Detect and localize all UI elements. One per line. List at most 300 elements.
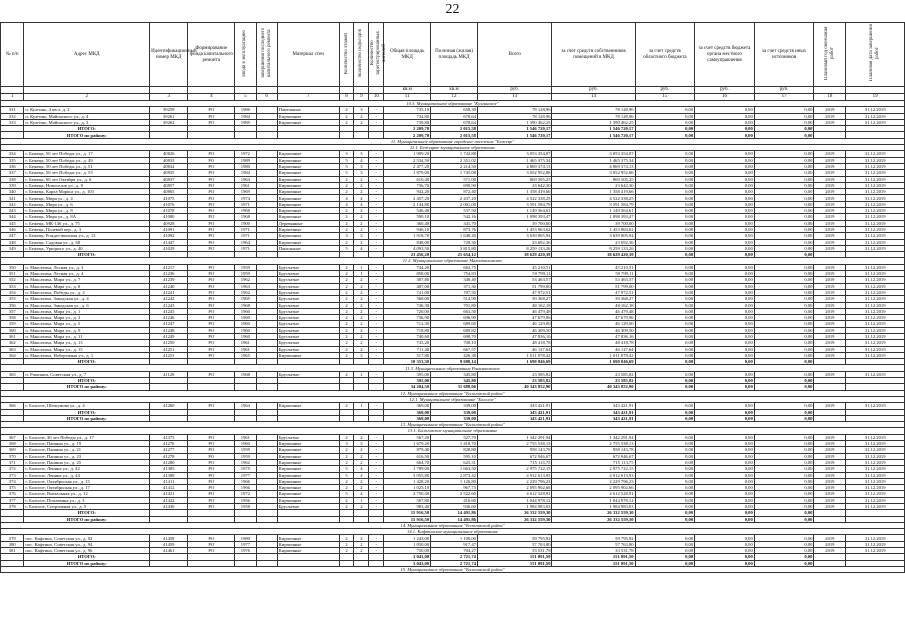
row-cost-total: 8 259 133,26 — [477, 245, 552, 251]
row-cost-local: 0,00 — [695, 327, 755, 333]
row-entrances: 2 — [354, 277, 369, 283]
row-entrances: 2 — [354, 308, 369, 314]
row-year: 1985 — [235, 119, 256, 125]
page-number: 22 — [445, 2, 460, 17]
row-year: 1965 — [235, 352, 256, 358]
row-plan-year: 2019 — [814, 548, 846, 554]
row-cost-other: 0,00 — [754, 403, 814, 409]
row-cost-other: 0,00 — [754, 163, 814, 169]
row-plan-date: 31.12.2019 — [846, 201, 905, 207]
total-area: 2 209,70 — [384, 126, 431, 132]
row-cost-total: 2 229 796,23 — [477, 478, 552, 484]
row-cost-regional: 0,00 — [635, 208, 695, 214]
row-cost-local: 0,00 — [695, 308, 755, 314]
row-living-area: 2 522,60 — [431, 491, 478, 497]
row-entrances: 4 — [354, 472, 369, 478]
row-cost-other: 0,00 — [754, 214, 814, 220]
total-living-area: 14 491,86 — [431, 510, 478, 516]
row-floors: 2 — [339, 485, 354, 491]
row-plan-date: 31.12.2019 — [846, 277, 905, 283]
row-cost-other: 0,00 — [754, 107, 814, 113]
row-id: 41241 — [150, 289, 188, 295]
row-fund: РО — [188, 497, 235, 503]
total-living-area: 339,00 — [431, 415, 478, 421]
row-cost-owners: 33 531,78 — [552, 548, 635, 554]
row-cost-owners: 869 505,25 — [552, 176, 635, 182]
row-floors: 2 — [339, 453, 354, 459]
total-living-area: 2 721,74 — [431, 554, 478, 560]
row-cost-owners: 1 011 078,42 — [552, 352, 635, 358]
row-material: Брусчатые — [277, 302, 339, 308]
row-number: 343 — [1, 208, 24, 214]
row-fund: РО — [188, 195, 235, 201]
row-living-area: 2 437,20 — [431, 195, 478, 201]
row-area: 1 879,00 — [384, 170, 431, 176]
row-plan-date: 31.12.2019 — [846, 485, 905, 491]
unit-cell — [277, 87, 339, 94]
unit-cell: руб. — [552, 87, 635, 94]
row-id: 41412 — [150, 485, 188, 491]
row-floors: 5 — [339, 472, 354, 478]
row-address: п. Максатиха, Победы ул., д. 2 — [24, 289, 150, 295]
row-entrances: 2 — [354, 459, 369, 465]
row-material: Кирпичные — [277, 548, 339, 554]
total-other: 0,00 — [754, 554, 814, 560]
row-material: Брусчатые — [277, 346, 339, 352]
row-fund: РО — [188, 441, 235, 447]
row-number: 366 — [1, 403, 24, 409]
row-entrances: 3 — [354, 233, 369, 239]
column-number: 4 — [188, 94, 235, 101]
total-owners: 343 421,91 — [552, 409, 635, 415]
row-cost-regional: 0,00 — [635, 504, 695, 510]
row-entrances: 2 — [354, 504, 369, 510]
row-plan-date: 31.12.2019 — [846, 107, 905, 113]
section-title: 14.1. Кафтинское муниципальное образование — [1, 529, 905, 535]
row-residents: - — [369, 327, 384, 333]
header-id: Идентификационный номер МКД — [150, 23, 188, 87]
row-residents: - — [369, 472, 384, 478]
row-cost-regional: 0,00 — [635, 472, 695, 478]
row-cost-local: 0,00 — [695, 302, 755, 308]
row-living-area: 416,60 — [431, 497, 478, 503]
row-cost-total: 3 053 354,07 — [477, 151, 552, 157]
total-area: 10 353,30 — [384, 359, 431, 365]
row-plan-date: 31.12.2019 — [846, 308, 905, 314]
row-year: 1971 — [235, 226, 256, 232]
row-material: Брусчатые — [277, 296, 339, 302]
unit-cell — [1, 87, 24, 94]
row-plan-year: 2019 — [814, 352, 846, 358]
row-id: 40928 — [150, 220, 188, 226]
row-year: 1959 — [235, 271, 256, 277]
row-material: Брусчатые — [277, 327, 339, 333]
row-cost-other: 0,00 — [754, 491, 814, 497]
row-area: 736,70 — [384, 182, 431, 188]
row-fund: РО — [188, 352, 235, 358]
row-material: Кирпичные — [277, 497, 339, 503]
row-material: Брусчатые — [277, 277, 339, 283]
total-label: ИТОГО: — [24, 252, 150, 258]
row-cost-local: 0,00 — [695, 170, 755, 176]
row-entrances: 3 — [354, 163, 369, 169]
row-id: 41029 — [150, 245, 188, 251]
row-cost-total: 1 149 364,61 — [477, 208, 552, 214]
row-entrances: 4 — [354, 245, 369, 251]
row-floors: 3 — [339, 151, 354, 157]
row-fund: РО — [188, 214, 235, 220]
row-material: Брусчатые — [277, 264, 339, 270]
row-plan-year: 2019 — [814, 340, 846, 346]
row-id: 40835 — [150, 170, 188, 176]
row-fund: РО — [188, 308, 235, 314]
total-regional: 0,00 — [635, 415, 695, 421]
row-entrances: 4 — [354, 157, 369, 163]
row-number: 357 — [1, 308, 24, 314]
row-id: 41249 — [150, 333, 188, 339]
row-cost-other: 0,00 — [754, 289, 814, 295]
row-fund: РО — [188, 535, 235, 541]
row-material: Кирпичные — [277, 113, 339, 119]
row-fund: РО — [188, 157, 235, 163]
row-cost-owners: 1 044 978,12 — [552, 497, 635, 503]
row-fund: РО — [188, 453, 235, 459]
row-cost-other: 0,00 — [754, 220, 814, 226]
row-floors: 2 — [339, 189, 354, 195]
row-id: 41076 — [150, 201, 188, 207]
row-cost-owners: 2 095 902,66 — [552, 485, 635, 491]
row-cost-regional: 0,00 — [635, 296, 695, 302]
row-cost-total: 2 095 902,66 — [477, 485, 552, 491]
total-label: ИТОГО: — [24, 378, 150, 384]
row-address: п. Кулгино, Майонского ул., д. 3 — [24, 119, 150, 125]
row-id: 41430 — [150, 504, 188, 510]
row-year: 1977 — [235, 541, 256, 547]
row-cost-other: 0,00 — [754, 208, 814, 214]
column-number: 15 — [635, 94, 695, 101]
row-residents: - — [369, 403, 384, 409]
row-cost-regional: 0,00 — [635, 107, 695, 113]
total-local: 0,00 — [695, 510, 755, 516]
row-number: 334 — [1, 151, 24, 157]
row-cost-other: 0,00 — [754, 201, 814, 207]
row-cost-total: 1 342 291,94 — [477, 434, 552, 440]
row-id: 41277 — [150, 447, 188, 453]
row-id: 41091 — [150, 226, 188, 232]
row-cost-owners: 3 591 584,79 — [552, 201, 635, 207]
row-address: п. Максатиха, Заводская ул., д. 6 — [24, 302, 150, 308]
row-residents: - — [369, 321, 384, 327]
row-cost-total: 1 044 978,12 — [477, 497, 552, 503]
row-fund: РО — [188, 289, 235, 295]
row-id: 41421 — [150, 491, 188, 497]
row-address: г. Бежецк, Мира ул., д. 8 — [24, 208, 150, 214]
row-number: 341 — [1, 195, 24, 201]
row-number: 362 — [1, 340, 24, 346]
row-cost-owners: 672 946,67 — [552, 453, 635, 459]
row-address: г. Бежецк, МК-136 ул., д. 75 — [24, 220, 150, 226]
row-cost-local: 0,00 — [695, 447, 755, 453]
row-plan-year: 2019 — [814, 371, 846, 377]
row-cost-regional: 0,00 — [635, 233, 695, 239]
row-address: п. Максатиха, Мира ул., д. 3 — [24, 315, 150, 321]
row-plan-date: 31.12.2019 — [846, 170, 905, 176]
row-address: г. Бежецк, 60 лет Октября ул., д. 6 — [24, 176, 150, 182]
row-living-area: 1 742,88 — [431, 151, 478, 157]
row-cost-total: 4 869 374,13 — [477, 163, 552, 169]
row-living-area: 707,50 — [431, 289, 478, 295]
row-cost-total: 23 692,36 — [477, 239, 552, 245]
row-area: 946,10 — [384, 226, 431, 232]
total-area: 369,00 — [384, 415, 431, 421]
row-cost-owners: 1 358 419,66 — [552, 189, 635, 195]
row-plan-year: 2019 — [814, 535, 846, 541]
row-living-area: 595,10 — [431, 453, 478, 459]
row-cost-total: 2 755 538,13 — [477, 441, 552, 447]
row-cost-total: 46 479,48 — [477, 308, 552, 314]
row-cost-local: 0,00 — [695, 239, 755, 245]
row-floors: 2 — [339, 283, 354, 289]
row-plan-date: 31.12.2019 — [846, 208, 905, 214]
row-year: 1972 — [235, 151, 256, 157]
row-plan-date: 31.12.2019 — [846, 239, 905, 245]
header-living-area: Полезная (жилая) площадь МКД — [431, 23, 478, 87]
row-floors: 2 — [339, 176, 354, 182]
row-address: г. Бежецк, Мира ул., д. 8А — [24, 214, 150, 220]
row-plan-year: 2019 — [814, 289, 846, 295]
row-year: 1961 — [235, 340, 256, 346]
row-floors: 2 — [339, 315, 354, 321]
row-plan-year: 2019 — [814, 271, 846, 277]
row-year: 1989 — [235, 157, 256, 163]
header-entrances: Количество подъездов — [354, 23, 369, 87]
row-fund: РО — [188, 447, 235, 453]
row-floors: 5 — [339, 491, 354, 497]
row-entrances: 3 — [354, 352, 369, 358]
total-regional: 0,00 — [635, 510, 695, 516]
row-year: 1966 — [235, 478, 256, 484]
row-living-area: 1 663,50 — [431, 466, 478, 472]
row-entrances: 2 — [354, 453, 369, 459]
row-cost-regional: 0,00 — [635, 434, 695, 440]
row-area: 567,20 — [384, 434, 431, 440]
row-residents: - — [369, 302, 384, 308]
row-cost-local: 0,00 — [695, 271, 755, 277]
row-living-area: 689,82 — [431, 327, 478, 333]
row-cost-other: 0,00 — [754, 226, 814, 232]
row-fund: РО — [188, 283, 235, 289]
total-owners: 1 690 846,69 — [552, 359, 635, 365]
row-cost-regional: 0,00 — [635, 346, 695, 352]
row-id: 41251 — [150, 346, 188, 352]
row-entrances: 4 — [354, 466, 369, 472]
row-id: 41080 — [150, 214, 188, 220]
row-living-area: 754,83 — [431, 271, 478, 277]
row-cost-regional: 0,00 — [635, 308, 695, 314]
row-floors: 5 — [339, 170, 354, 176]
row-year: 1961 — [235, 182, 256, 188]
row-fund: РО — [188, 333, 235, 339]
row-entrances: 4 — [354, 201, 369, 207]
row-area: 1 243,00 — [384, 535, 431, 541]
row-residents: - — [369, 308, 384, 314]
row-fund: РО — [188, 504, 235, 510]
row-area: 664,70 — [384, 459, 431, 465]
row-living-area: 571,00 — [431, 176, 478, 182]
row-fund: РО — [188, 245, 235, 251]
total-local: 0,00 — [695, 252, 755, 258]
row-cost-regional: 0,00 — [635, 302, 695, 308]
row-area: 734,80 — [384, 113, 431, 119]
row-area: 360,40 — [384, 220, 431, 226]
row-number: 361 — [1, 333, 24, 339]
total-other: 0,00 — [754, 126, 814, 132]
row-living-area: 371,30 — [431, 283, 478, 289]
row-cost-local: 0,00 — [695, 472, 755, 478]
row-year: 1976 — [235, 548, 256, 554]
row-cost-regional: 0,00 — [635, 163, 695, 169]
row-id: 39259 — [150, 107, 188, 113]
row-floors: 5 — [339, 245, 354, 251]
row-cost-local: 0,00 — [695, 315, 755, 321]
row-residents: - — [369, 201, 384, 207]
row-living-area: 514,90 — [431, 296, 478, 302]
row-plan-year: 2019 — [814, 239, 846, 245]
row-material: Кирпичные — [277, 233, 339, 239]
row-id: 41260 — [150, 403, 188, 409]
row-entrances: 1 — [354, 271, 369, 277]
row-cost-owners: 1 098 393,47 — [552, 214, 635, 220]
row-fund: РО — [188, 491, 235, 497]
row-plan-year: 2019 — [814, 233, 846, 239]
row-id: 40857 — [150, 182, 188, 188]
total-cost: 343 421,91 — [477, 415, 552, 421]
row-plan-date: 31.12.2019 — [846, 346, 905, 352]
row-cost-total: 2 975 722,15 — [477, 466, 552, 472]
row-cost-total: 46 309,50 — [477, 327, 552, 333]
row-floors: 2 — [339, 541, 354, 547]
row-entrances: 2 — [354, 176, 369, 182]
total-living-area: 14 491,86 — [431, 516, 478, 522]
row-area: 616,50 — [384, 453, 431, 459]
row-cost-total: 45 210,51 — [477, 264, 552, 270]
row-floors: 2 — [339, 434, 354, 440]
row-cost-regional: 0,00 — [635, 333, 695, 339]
row-year: 1980 — [235, 163, 256, 169]
row-material: Кирпичные — [277, 226, 339, 232]
row-living-area: 339,00 — [431, 403, 478, 409]
row-cost-regional: 0,00 — [635, 271, 695, 277]
row-cost-local: 0,00 — [695, 176, 755, 182]
row-living-area: 1 418,70 — [431, 441, 478, 447]
section-title: 12. Муниципальное образование "Бологовский район" — [1, 390, 905, 396]
row-plan-year: 2019 — [814, 195, 846, 201]
row-area: 369,00 — [384, 403, 431, 409]
total-living-area: 2 015,58 — [431, 132, 478, 138]
row-entrances: 1 — [354, 403, 369, 409]
row-fund: РО — [188, 151, 235, 157]
row-plan-date: 31.12.2019 — [846, 352, 905, 358]
row-residents: - — [369, 548, 384, 554]
row-entrances: 3 — [354, 107, 369, 113]
row-plan-date: 31.12.2019 — [846, 264, 905, 270]
row-id: 41250 — [150, 340, 188, 346]
row-floors: 2 — [339, 296, 354, 302]
row-number: 376 — [1, 491, 24, 497]
row-plan-year: 2019 — [814, 441, 846, 447]
row-cost-local: 0,00 — [695, 220, 755, 226]
row-area: 746,30 — [384, 302, 431, 308]
row-year: 1984 — [235, 170, 256, 176]
row-cost-other: 0,00 — [754, 535, 814, 541]
row-cost-owners: 23 642,30 — [552, 182, 635, 188]
row-number: 368 — [1, 441, 24, 447]
row-living-area: 658,30 — [431, 107, 478, 113]
row-area: 1 789,00 — [384, 466, 431, 472]
row-area: 568,00 — [384, 296, 431, 302]
total-local: 0,00 — [695, 516, 755, 522]
row-area: 712,30 — [384, 321, 431, 327]
column-number: 6 — [256, 94, 277, 101]
row-living-area: 537,50 — [431, 208, 478, 214]
row-cost-regional: 0,00 — [635, 201, 695, 207]
row-material: Кирпичные — [277, 163, 339, 169]
row-year: 1964 — [235, 403, 256, 409]
row-id: 41243 — [150, 302, 188, 308]
row-address: г. Бежецк, Мира ул., д. 6 — [24, 201, 150, 207]
row-fund: РО — [188, 176, 235, 182]
header-cost-total: Всего — [477, 23, 552, 87]
total-living-area: 345,80 — [431, 378, 478, 384]
row-address: г. Бологое, Пашина ул., д. 21 — [24, 447, 150, 453]
row-residents: - — [369, 176, 384, 182]
row-year: 1961 — [235, 434, 256, 440]
row-floors: 5 — [339, 157, 354, 163]
row-cost-local: 0,00 — [695, 283, 755, 289]
total-local: 0,00 — [695, 126, 755, 132]
row-plan-date: 31.12.2019 — [846, 535, 905, 541]
row-entrances: 2 — [354, 541, 369, 547]
row-living-area: 936,60 — [431, 504, 478, 510]
row-residents: - — [369, 504, 384, 510]
row-address: г. Бологое, Ленина ул., д. 42 — [24, 466, 150, 472]
total-local: 0,00 — [695, 378, 755, 384]
row-cost-owners: 47 679,96 — [552, 315, 635, 321]
column-numbers-row — [1, 94, 905, 101]
row-entrances: 4 — [354, 491, 369, 497]
row-number: 356 — [1, 302, 24, 308]
row-area: 720,00 — [384, 308, 431, 314]
total-label: ИТОГО: — [24, 554, 150, 560]
row-address: п. Кулгино, 4 кв-л, д. 2 — [24, 107, 150, 113]
column-number: 7 — [277, 94, 339, 101]
row-floors: 2 — [339, 327, 354, 333]
row-material: Кирпичные — [277, 466, 339, 472]
table-body — [1, 101, 905, 573]
row-floors: 2 — [339, 220, 354, 226]
row-number: 360 — [1, 327, 24, 333]
row-plan-year: 2019 — [814, 472, 846, 478]
row-living-area: 828,80 — [431, 447, 478, 453]
row-cost-other: 0,00 — [754, 119, 814, 125]
row-cost-regional: 0,00 — [635, 340, 695, 346]
row-residents: - — [369, 189, 384, 195]
unit-cell — [814, 87, 846, 94]
row-entrances: 2 — [354, 321, 369, 327]
row-cost-owners: 39 368,27 — [552, 296, 635, 302]
total-label: ИТОГО по району: — [24, 415, 150, 421]
row-year: 1986 — [235, 107, 256, 113]
